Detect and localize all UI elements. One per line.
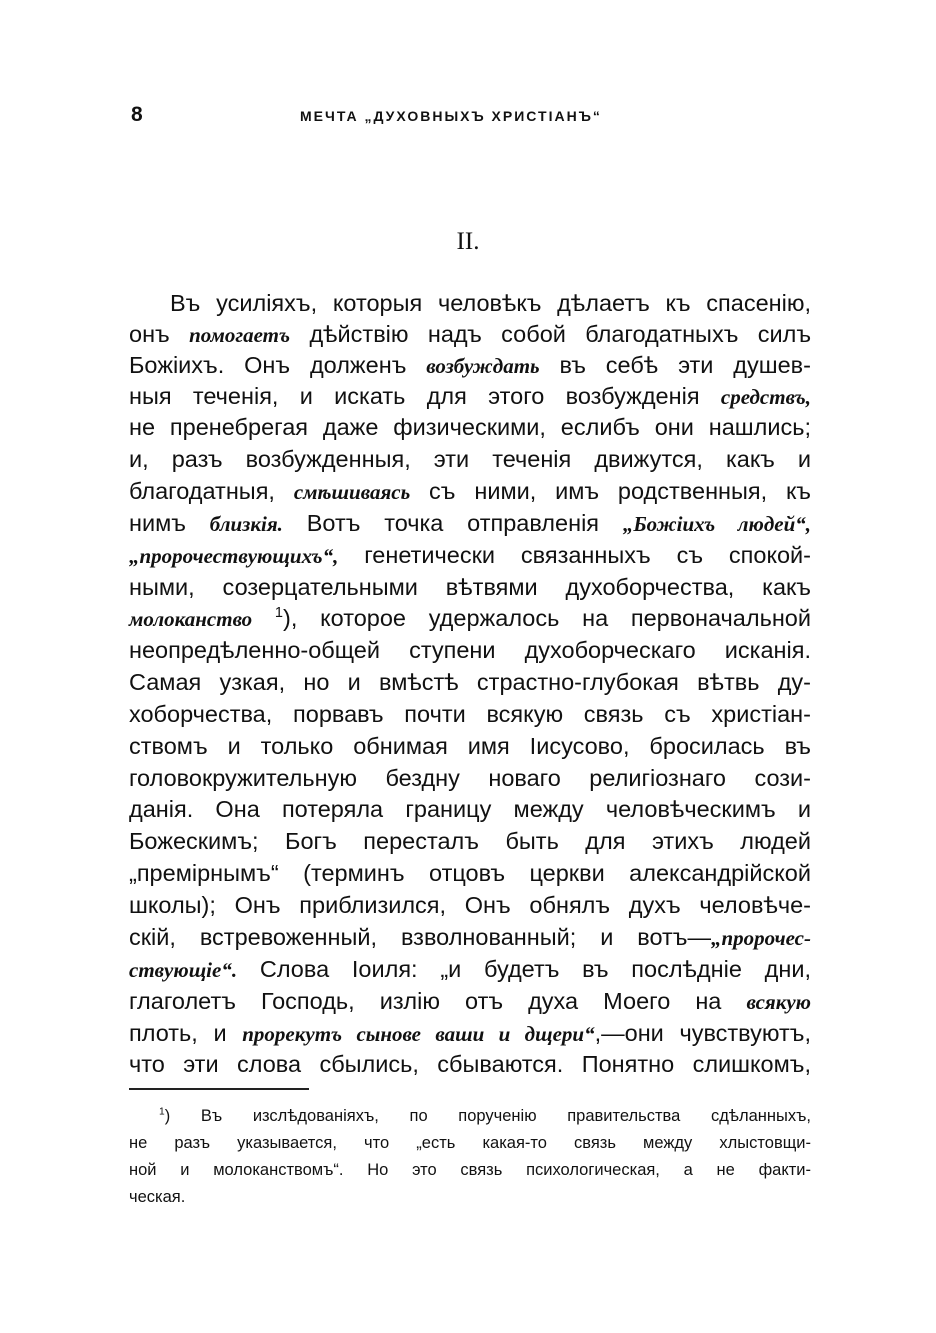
text-line: Божіихъ. Онъ долженъ возбуждать въ себѣ эти душев- [129,352,811,378]
text-line: Самая узкая, но и вмѣстѣ страстно-глубокая вѣтвь ду- [129,669,811,695]
footnote-divider [129,1088,309,1090]
emphasis: ствующіе“. [129,958,238,982]
text-line: благодатныя, смѣшиваясь съ ними, имъ родственныя, къ [129,478,811,504]
text-line: ными, созерцательными вѣтвями духоборчества, какъ [129,574,811,600]
text-line: данія. Она потеряла границу между человѣческимъ и [129,796,811,822]
text-line: хоборчества, порвавъ почти всякую связь съ христіан- [129,701,811,727]
emphasis: смѣшиваясь [293,480,411,504]
emphasis: прорекутъ сынове ваши и дщери“ [242,1022,595,1046]
text-line: глаголетъ Господь, излію отъ духа Моего на всякую [129,988,812,1014]
text-line: „премірнымъ“ (терминъ отцовъ церкви александрійской [129,860,811,886]
text-line: ствомъ и только обнимая имя Іисусово, бросилась въ [129,733,811,759]
text-line: ныя теченія, и искать для этого возбужденія средствъ, [129,383,811,409]
text-line: и, разъ возбужденныя, эти теченія движутся, какъ и [129,446,811,472]
text-line: нимъ близкія. Вотъ точка отправленія „Божіихъ людей“, [129,510,812,536]
emphasis: возбуждать [426,354,540,378]
footnote-line: ной и молоканствомъ“. Но это связь психологическая, а не факти- [129,1161,811,1179]
text-line: молоканство $^1$), которое удержалось на первоначальной [129,605,811,631]
text-line: онъ помогаетъ дѣйствію надъ собой благодатныхъ силъ [129,321,812,347]
footnote-line: не разъ указывается, что „есть какая-то связь между хлыстовщи- [129,1134,811,1152]
text-line: что эти слова сбылись, сбываются. Понятно слишкомъ, [129,1051,811,1077]
text-line: неопредѣленно-общей ступени духоборческаго исканія. [129,637,811,663]
text-line: плоть, и прорекутъ сынове ваши и дщери“,—они чувствуютъ, [129,1020,811,1046]
footnote-line: $^1$) Въ изслѣдованіяхъ, по порученію правительства сдѣланныхъ, [159,1106,811,1125]
emphasis: „Божіихъ людей“, [622,512,812,536]
text-line: Божескимъ; Богъ пересталъ быть для этихъ людей [129,828,811,854]
footnote-marker: 1 [159,1106,165,1118]
text-line: школы); Онъ приблизился, Онъ обнялъ духъ человѣче- [129,892,811,918]
text-line: Въ усиліяхъ, которыя человѣкъ дѣлаетъ къ спасенію, [170,290,811,316]
emphasis: всякую [746,990,812,1014]
text-line: не пренебрегая даже физическими, еслибъ они нашлись; [129,414,811,440]
emphasis: молоканство [129,607,253,631]
page-number: 8 [131,103,143,126]
running-title: МЕЧТА „ДУХОВНЫХЪ ХРИСТІАНЪ“ [300,108,602,124]
section-number: II. [456,228,480,255]
emphasis: „пророчес- [710,926,811,950]
footnote-reference: 1 [274,605,284,622]
text-line: скій, встревоженный, взволнованный; и вотъ—„пророчес- [129,924,811,950]
text-line: ствующіе“. Слова Іоиля: „и будетъ въ послѣдніе дни, [129,956,811,982]
text-line: головокружительную бездну новаго религіознаго сози- [129,765,811,791]
footnote-line: ческая. [129,1188,186,1206]
emphasis: близкія. [209,512,283,536]
text-line: „пророчествующихъ“, генетически связанныхъ съ спокой- [129,542,812,568]
emphasis: „пророчествующихъ“, [129,544,339,568]
emphasis: помогаетъ [189,323,291,347]
emphasis: средствъ, [720,385,811,409]
